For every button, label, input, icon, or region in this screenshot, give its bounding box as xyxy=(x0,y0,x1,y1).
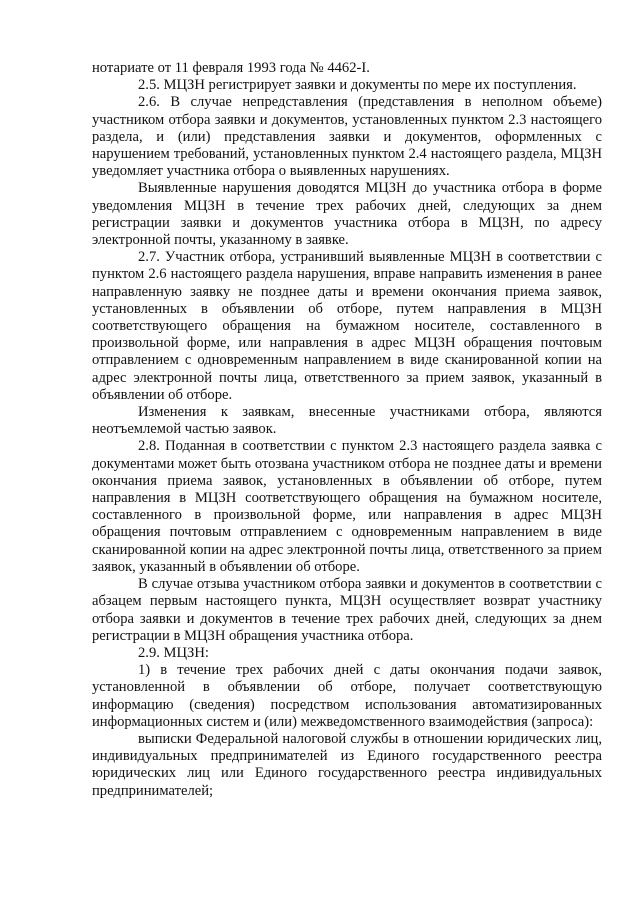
paragraph-2-9: 2.9. МЦЗН: xyxy=(138,644,209,661)
paragraph-2-8-withdrawal: В случае отзыва участником отбора заявки и документов в соответствии с абзацем первым настоящего пункта, МЦЗН осуществляет возврат участнику отбора заявки и документов в течение трех рабочих дней, следующих за днем регистрации в МЦЗН обращения участника отбора. xyxy=(92,576,602,644)
paragraph-2-6-violations: Выявленные нарушения доводятся МЦЗН до участника отбора в форме уведомления МЦЗН в течение трех рабочих дней, следующих за днем регистрации заявки и документов участника отбора в МЦЗН, по адресу электронной почты, указанному в заявке. xyxy=(92,180,602,249)
paragraph-2-9-item-1: 1) в течение трех рабочих дней с даты окончания подачи заявок, установленной в объявлении об отборе, получает соответствующую информацию (сведения) посредством использования автоматизированных информационных систем и (или) межведомственного взаимодействия (запроса): xyxy=(92,662,602,730)
paragraph-2-7: 2.7. Участник отбора, устранивший выявленные МЦЗН в соответствии с пунктом 2.6 настоящего раздела нарушения, вправе направить изменения в ранее направленную заявку не позднее даты и времени окончания приема заявок, установленных в объявлении об отборе, путем направления в МЦЗН соответствующего обращения на бумажном носителе, составленного в произвольной форме, или направления в адрес МЦЗН обращения почтовым отправлением с одновременным направлением в виде сканированной копии на адрес электронной почты лица, ответственного за прием заявок, указанный в объявлении об отборе. xyxy=(92,249,602,403)
paragraph-2-7-changes: Изменения к заявкам, внесенные участниками отбора, являются неотъемлемой частью заявок. xyxy=(92,404,602,438)
paragraph-2-9-extracts: выписки Федеральной налоговой службы в отношении юридических лиц, индивидуальных предпринимателей из Единого государственного реестра юридических лиц или Единого государственного реестра индивидуальных предпринимателей; xyxy=(92,730,602,799)
paragraph-2-8: 2.8. Поданная в соответствии с пунктом 2.3 настоящего раздела заявка с документами может быть отозвана участником отбора не позднее даты и времени окончания приема заявок, установленных в объявлении об отборе, путем направления в МЦЗН соответствующего обращения на бумажном носителе, составленного в произвольной форме, или направления в адрес МЦЗН обращения почтовым отправлением с одновременным направлением в виде сканированной копии на адрес электронной почты лица, ответственного за прием заявок, указанный в объявлении об отборе. xyxy=(92,438,602,575)
paragraph-2-5: 2.5. МЦЗН регистрирует заявки и документы по мере их поступления. xyxy=(138,77,577,94)
paragraph-continuation: нотариате от 11 февраля 1993 года № 4462-I. xyxy=(92,60,370,76)
paragraph-2-6: 2.6. В случае непредставления (представления в неполном объеме) участником отбора заявки и документов, установленных пунктом 2.3 настоящего раздела, и (или) представления заявки и документов, оформленных с нарушением требований, установленных пунктом 2.4 настоящего раздела, МЦЗН уведомляет участника отбора о выявленных нарушениях. xyxy=(92,94,602,180)
